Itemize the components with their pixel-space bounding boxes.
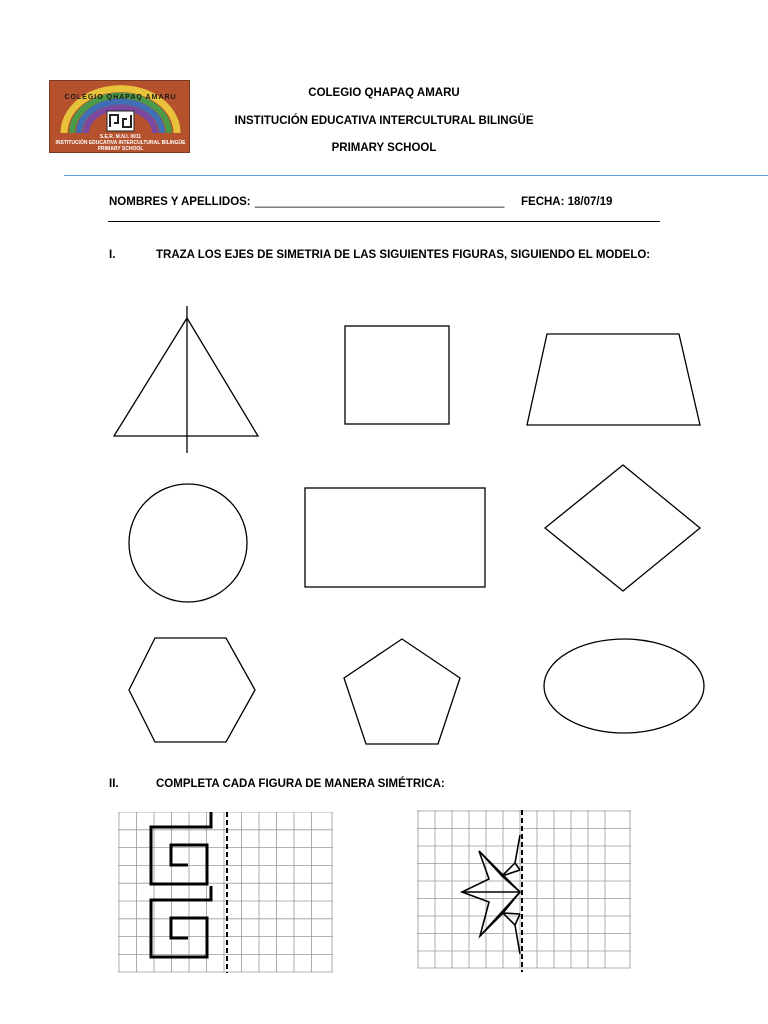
name-label: NOMBRES Y APELLIDOS: (109, 196, 251, 208)
square-shape (345, 326, 449, 424)
greek-key-upper (151, 812, 211, 884)
star-grid (417, 810, 633, 972)
ellipse-shape (544, 639, 704, 733)
logo-level-text: PRIMARY SCHOOL (97, 146, 144, 152)
name-blank[interactable]: _______________________________________ (255, 196, 505, 208)
date-label: FECHA: 18/07/19 (521, 196, 613, 208)
rectangle-shape (305, 488, 485, 587)
hexagon-shape (129, 638, 255, 742)
triangle-shape (114, 318, 258, 436)
section2-numeral: II. (109, 778, 119, 790)
grid-lines-2 (417, 810, 631, 968)
section1-instruction: TRAZA LOS EJES DE SIMETRIA DE LAS SIGUIENTES FIGURAS, SIGUIENDO EL MODELO: (156, 249, 651, 261)
institution-name: INSTITUCIÓN EDUCATIVA INTERCULTURAL BILINGÜE (234, 115, 534, 127)
logo-arc-text: COLEGIO QHAPAQ AMARU (64, 94, 177, 101)
trapezoid-shape (527, 334, 700, 425)
greek-key-grid (118, 812, 334, 974)
rhombus-shape (545, 465, 700, 591)
star-half (462, 835, 520, 954)
pentagon-shape (344, 639, 460, 744)
school-level: PRIMARY SCHOOL (331, 142, 437, 154)
logo-institution-text: INSTITUCIÓN EDUCATIVA INTERCULTURAL BILINGÜE (55, 140, 186, 146)
school-logo (49, 80, 190, 153)
section1-numeral: I. (109, 249, 116, 261)
section2-instruction: COMPLETA CADA FIGURA DE MANERA SIMÉTRICA: (156, 778, 445, 790)
greek-key-lower (151, 886, 211, 957)
symmetry-shapes (0, 290, 768, 760)
form-underline (108, 221, 660, 222)
logo-small-code: S.E.R. M.N.I. 0011 (99, 134, 142, 140)
header-divider (64, 175, 768, 176)
circle-shape (129, 484, 247, 602)
school-name: COLEGIO QHAPAQ AMARU (308, 87, 460, 99)
